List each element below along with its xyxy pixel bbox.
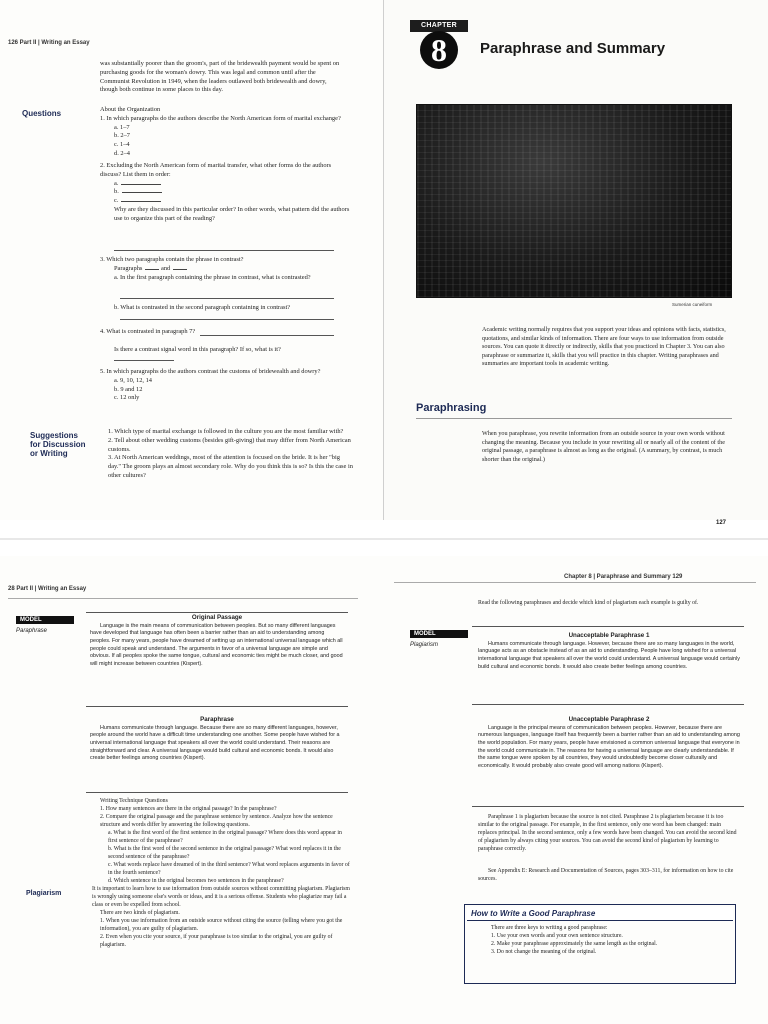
q2-option: b. [100,188,350,197]
q1-option: a. 1–7 [114,123,130,131]
unacceptable-1-title: Unacceptable Paraphrase 1 [568,632,650,639]
spread-divider [383,0,384,520]
answer-line [120,319,334,320]
technique-q1: 1. How many sentences are there in the original passage? In the paraphrase? [100,805,277,812]
q1-option: b. 2–7 [114,132,130,140]
suggestion-3: 3. At North American weddings, most of the attention is focused on the bride. It is her "big day." The groom plays an almost secondary role. Why do you think this is so? Is this the case in other cultures? [108,454,353,480]
cuneiform-photo [416,104,732,298]
intro-text: Read the following paraphrases and decide which kind of plagiarism each example is guilty of. [478,600,699,606]
suggestion-2: 2. Tell about other wedding customs (besides gift-giving) that may differ from North American customs. [108,436,351,453]
original-passage-text: Language is the main means of communication between peoples. But so many different languages have developed that language has often been a barrier rather than an aid to understanding among peoples. For many years, people have dreamed of setting up an international universal language which all people could speak and understand. The arguments in favor of a universal language are simple and obvious. If all peoples spoke the same tongue, cultural and economic ties might be much closer, and good will might increase between countries (Kispert). [90,622,343,668]
q3-paragraphs-line: Paragraphs and [100,265,350,274]
unacceptable-2-title: Unacceptable Paraphrase 2 [568,716,650,723]
original-passage-title: Original Passage [191,614,243,621]
how-to-intro: There are three keys to writing a good paraphrase: [491,925,608,931]
page-128 [0,556,374,1024]
paraphrase-text: Humans communicate through language. Because there are so many different languages, however, people around the world have a difficult time understanding one another. Some people have wished for a universal international language that speakers all over the world could understand. Their reasons are straightforward and clear. A universal language would build cultural and economic bonds. It would also create better feelings among countries (Kispert). [90,724,340,762]
about-organization: About the Organization [100,106,161,113]
answer-line [114,250,334,251]
unacceptable-paraphrase-2 [478,716,740,771]
question-3-block [100,256,350,282]
row-divider [0,538,768,540]
paraphrasing-text: When you paraphrase, you rewrite information from an outside source in your own words without changing the meaning. Because you include in your rewriting all or nearly all of the content of the original passage, a paraphrase is almost as long as the original. (A summary, by contrast, is much shorter than the original.) [482,430,725,463]
technique-q2: 2. Compare the original passage and the paraphrase sentence by sentence. Analyze how the sentence structure and words differ by answering the following questions. [100,813,333,828]
how-to-item: 2. Make your paraphrase approximately the same length as the original. [491,940,658,947]
running-header: Chapter 8 | Paraphrase and Summary 129 [564,574,683,580]
original-passage [90,614,344,669]
box-rule [86,706,348,707]
paraphrase-passage [90,716,344,763]
q2-option: a. [100,180,350,189]
header-rule [8,598,358,599]
model-tag: MODEL [410,630,468,638]
plagiarism-kind-2: 2. Even when you cite your source, if your paraphrase is too similar to the original, you are guilty of plagiarism. [100,933,333,948]
box-bottom-rule [86,792,348,793]
question-2: 2. Excluding the North American form of marital transfer, what other forms do the authors discuss? List them in order: [100,161,332,178]
q4-follow: Is there a contrast signal word in this paragraph? If so, what is it? [114,346,281,353]
intro-paragraph: was substantially poorer than the groom's, part of the bridewealth payment would be spent on purchasing goods for the woman's dowry. This was legal and common until after the Communist Revolution in 1949, when the leaders outlawed both bridewealth and dowry, though both continue in some places to this day. [100,60,340,94]
plagiarism-heading: Plagiarism [26,890,62,897]
chapter-number: 8 [420,31,458,69]
q5-option: c. 12 only [114,394,140,402]
header-rule [394,582,756,583]
technique-q2d: d. Which sentence in the original becomes two sentences in the paraphrase? [108,877,284,884]
chapter-title: Paraphrase and Summary [480,40,666,57]
unacceptable-1-text: Humans communicate through language. However, because there are so many languages in the world, language acts as an obstacle instead of as an aid to understanding. People have long wished for a universal international language that speakers all over the world could understand. A universal language would certainly build cultural and economic bonds. It would also create better feelings among countries. [478,640,740,670]
answer-line [114,360,174,361]
technique-questions [100,798,350,886]
how-to-body [491,925,731,957]
question-3: 3. Which two paragraphs contain the phrase in contrast? [100,256,244,263]
model-tag: MODEL [16,616,74,624]
plagiarism-kind-1: 1. When you use information from an outside source without citing the source (telling where you got the information), you are guilty of plagiarism. [100,917,343,932]
section-heading-paraphrasing: Paraphrasing [416,402,487,414]
suggestions-heading: Suggestions for Discussion or Writing [30,431,86,458]
questions-heading: Questions [22,109,62,118]
box-rule [472,704,744,705]
q3a: a. In the first paragraph containing the phrase in contrast, what is contrasted? [114,273,311,281]
q1-option: c. 1–4 [114,141,130,149]
how-to-item: 3. Do not change the meaning of the original. [491,948,597,955]
q3b: b. What is contrasted in the second paragraph containing in contrast? [114,304,291,311]
question-5-block [100,368,350,403]
suggestions-block [108,428,354,481]
questions-block [100,106,350,224]
technique-q2c: c. What words replace have dreamed of in the third sentence? What word replaces arguments in favor of in the fourth sentence? [108,861,350,876]
technique-q2b: b. What is the first word of the second sentence in the original passage? What word replaces it in the second sentence of the paraphrase? [108,845,341,860]
running-header: 28 Part II | Writing an Essay [8,586,87,592]
section-rule [416,418,732,419]
model-subtitle: Paraphrase [16,628,48,634]
chapter-intro: Academic writing normally requires that you support your ideas and opinions with facts, statistics, quotations, and similar kinds of information. There are four ways to use information from outside sources. You can quote it directly or indirectly, skills that you practiced in Chapter 3. You can also paraphrase or summarize it, skills that you will practice in this chapter. Writing paraphrases and summaries are important tools in academic writing. [482,326,726,368]
q2-option: c. [100,197,350,206]
question-5: 5. In which paragraphs do the authors contrast the customs of bridewealth and dowry? [100,368,321,375]
box-top-rule [472,626,744,627]
how-to-title: How to Write a Good Paraphrase [467,907,733,921]
technique-q2a: a. What is the first word of the first sentence in the original passage? Where does this word appear in first sentence of the paraphrase? [108,829,342,844]
plagiarism-explanation: Paraphrase 1 is plagiarism because the source is not cited. Paraphrase 2 is plagiarism because it is too similar to the original passage. For example, in the first sentence, only one word has been changed: main replaces principal. In the second sentence, only a few words have been changed. You can avoid the second kind of plagiarism by always citing your sources. You can avoid the second kind of plagiarism by learning to paraphrase correctly. [478,814,737,852]
chapter-label: CHAPTER [410,20,468,32]
chapter-badge [410,20,468,76]
how-to-item: 1. Use your own words and your own sentence structure. [491,932,623,939]
q1-option: d. 2–4 [114,150,130,158]
see-appendix: See Appendix E: Research and Documentation of Sources, pages 303–311, for information on how to cite sources. [478,868,734,882]
technique-title: Writing Technique Questions [100,798,168,804]
box-bottom-rule [472,806,744,807]
q2-follow: Why are they discussed in this particular order? In other words, what pattern did the authors use to organize this part of the reading? [114,206,350,222]
photo-caption: Sumerian cuneiform [672,302,713,307]
question-1: 1. In which paragraphs do the authors describe the North American form of marital exchange? [100,114,341,122]
question-4: 4. What is contrasted in paragraph 7? [100,328,196,335]
answer-line [200,335,334,336]
page-number: 127 [716,520,727,526]
q5-option: b. 9 and 12 [114,385,143,393]
answer-line [120,298,334,299]
model-subtitle: Plagiarism [410,642,439,648]
unacceptable-paraphrase-1 [478,632,740,671]
q5-option: a. 9, 10, 12, 14 [114,376,152,384]
paraphrase-title: Paraphrase [200,716,234,723]
how-to-box [464,904,736,984]
plagiarism-block [92,886,352,950]
suggestion-1: 1. Which type of marital exchange is followed in the culture you are the most familiar with? [108,428,344,435]
running-header: 126 Part II | Writing an Essay [8,40,90,46]
plagiarism-kinds: There are two kinds of plagiarism. [100,909,180,916]
plagiarism-text: It is important to learn how to use information from outside sources without committing plagiarism. Plagiarism is wrongly using someone else's words or ideas, and it is a serious offense. Students who plagiarize may fail a class or even be expelled from school. [92,886,350,908]
unacceptable-2-text: Language is the principal means of communication between peoples. However, because there are numerous languages, language itself has frequently been a barrier rather than an aid to understanding among the world population. For many years, people have envisioned a common universal language that everyone in the world could communicate in. The reasons for having a universal language are clearly understandable. If the same tongue were spoken by all countries, they would undoubtedly become closer culturally and economically. It would probably also create good will among nations (Kispert). [478,724,740,770]
box-top-rule [86,612,348,613]
page-126 [0,0,384,520]
